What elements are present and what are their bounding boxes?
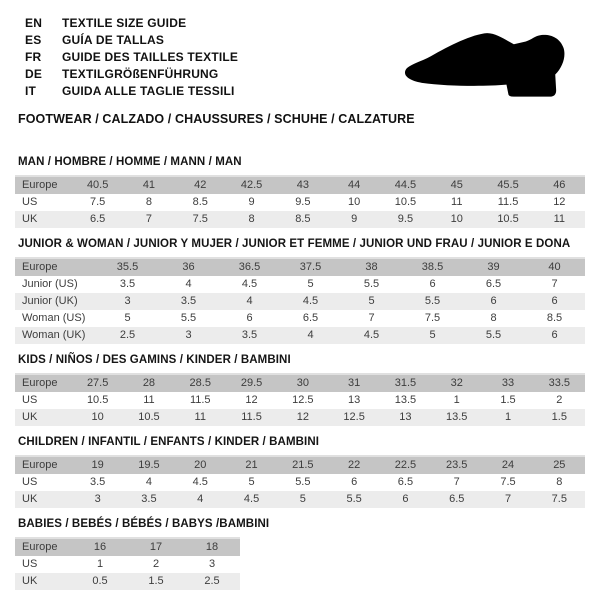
size-value: 6 xyxy=(351,476,358,488)
size-value: 2 xyxy=(556,394,563,406)
size-value: 5 xyxy=(307,278,314,290)
size-value: 5.5 xyxy=(485,329,502,341)
size-value: 1 xyxy=(96,558,104,570)
language-code: FR xyxy=(25,49,42,64)
size-table xyxy=(15,175,585,228)
size-value: 41 xyxy=(142,179,156,191)
size-value: 23.5 xyxy=(446,459,468,471)
row-label: US xyxy=(22,196,38,208)
size-value: 6.5 xyxy=(397,476,414,488)
size-value: 3.5 xyxy=(141,493,157,505)
size-value: 8 xyxy=(248,213,255,225)
size-value: 10.5 xyxy=(394,196,417,208)
section-title: BABIES / BEBÉS / BÉBÉS / BABYS /BAMBINI xyxy=(18,518,270,530)
size-value: 1 xyxy=(504,411,512,423)
size-value: 5.5 xyxy=(363,278,380,290)
table-row xyxy=(15,310,585,327)
size-value: 10.5 xyxy=(497,213,519,225)
size-value: 9.5 xyxy=(295,196,311,208)
size-value: 1.5 xyxy=(148,575,164,587)
size-value: 2.5 xyxy=(204,575,220,587)
table-row xyxy=(15,375,585,392)
size-value: 28 xyxy=(142,377,156,389)
size-value: 8.5 xyxy=(546,312,563,324)
size-value: 42 xyxy=(194,179,207,191)
size-value: 5 xyxy=(248,476,255,488)
size-value: 11 xyxy=(553,213,566,225)
size-value: 31 xyxy=(348,377,361,389)
size-value: 4 xyxy=(246,295,253,307)
size-tables-container xyxy=(0,156,600,590)
size-value: 24 xyxy=(501,459,515,471)
table-row xyxy=(15,211,585,228)
size-value: 29.5 xyxy=(240,377,263,389)
size-value: 13 xyxy=(399,411,412,423)
size-value: 11 xyxy=(143,394,155,406)
size-value: 4 xyxy=(307,329,314,341)
section-title: KIDS / NIÑOS / DES GAMINS / KINDER / BAMBINI xyxy=(18,354,291,366)
table-row xyxy=(15,194,585,211)
size-value: 13.5 xyxy=(446,411,468,423)
table-row xyxy=(15,539,240,556)
section-title: CHILDREN / INFANTIL / ENFANTS / KINDER / BAMBINI xyxy=(18,436,320,448)
table-row xyxy=(15,177,585,194)
size-value: 9 xyxy=(248,196,255,208)
size-value: 11.5 xyxy=(189,394,211,406)
size-table xyxy=(15,455,585,508)
language-title: TEXTILE SIZE GUIDE xyxy=(62,15,187,30)
size-value: 3 xyxy=(208,558,216,570)
size-value: 39 xyxy=(487,261,500,273)
size-value: 2.5 xyxy=(119,329,136,341)
size-value: 5.5 xyxy=(295,476,311,488)
size-value: 9.5 xyxy=(397,213,414,225)
size-value: 40 xyxy=(548,261,561,273)
size-value: 3 xyxy=(124,295,131,307)
language-code: EN xyxy=(25,15,43,30)
size-table xyxy=(15,537,240,590)
row-label: Europe xyxy=(22,459,58,471)
table-row xyxy=(15,491,585,508)
size-value: 45 xyxy=(450,179,463,191)
row-label: UK xyxy=(22,493,38,505)
size-value: 38.5 xyxy=(421,261,444,273)
row-label: US xyxy=(22,394,38,406)
size-value: 7.5 xyxy=(90,196,106,208)
size-value: 12 xyxy=(296,411,309,423)
size-value: 5.5 xyxy=(180,312,197,324)
table-row xyxy=(15,457,585,474)
size-value: 5 xyxy=(124,312,131,324)
size-value: 9 xyxy=(351,213,358,225)
size-value: 19 xyxy=(91,459,104,471)
size-table xyxy=(15,257,585,344)
size-value: 3.5 xyxy=(180,295,197,307)
language-title: TEXTILGRÖßENFÜHRUNG xyxy=(62,66,219,81)
size-value: 35.5 xyxy=(116,261,139,273)
size-value: 1 xyxy=(453,394,460,406)
size-value: 21.5 xyxy=(292,459,314,471)
size-value: 18 xyxy=(205,541,219,553)
row-label: Europe xyxy=(22,179,58,191)
row-label: Woman (UK) xyxy=(22,329,86,341)
row-label: UK xyxy=(22,575,38,587)
size-value: 6 xyxy=(429,278,436,290)
size-value: 19.5 xyxy=(138,459,160,471)
size-value: 13.5 xyxy=(394,394,417,406)
size-value: 28.5 xyxy=(189,377,211,389)
language-code: DE xyxy=(25,66,43,81)
language-code: IT xyxy=(25,83,37,98)
size-value: 27.5 xyxy=(86,377,109,389)
table-row xyxy=(15,474,585,491)
size-value: 12 xyxy=(245,394,258,406)
size-value: 10.5 xyxy=(138,411,160,423)
table-row xyxy=(15,259,585,276)
size-value: 38 xyxy=(365,261,378,273)
size-value: 10.5 xyxy=(86,394,109,406)
size-value: 6 xyxy=(490,295,497,307)
shoe-icon xyxy=(391,12,587,104)
size-value: 7.5 xyxy=(551,493,567,505)
size-table xyxy=(15,373,585,426)
size-value: 5 xyxy=(429,329,436,341)
size-value: 40.5 xyxy=(86,179,109,191)
size-value: 6 xyxy=(402,493,409,505)
size-value: 33.5 xyxy=(548,377,571,389)
size-value: 7 xyxy=(453,476,460,488)
language-code: ES xyxy=(25,32,42,47)
size-value: 3.5 xyxy=(241,329,258,341)
row-label: Woman (US) xyxy=(22,312,86,324)
table-row xyxy=(15,327,585,344)
size-value: 11.5 xyxy=(241,411,262,423)
size-value: 44 xyxy=(348,179,361,191)
size-value: 44.5 xyxy=(394,179,417,191)
size-value: 11 xyxy=(451,196,463,208)
size-value: 37.5 xyxy=(299,261,322,273)
size-value: 12.5 xyxy=(292,394,314,406)
size-value: 1.5 xyxy=(500,394,516,406)
size-value: 6.5 xyxy=(485,278,502,290)
size-value: 3 xyxy=(185,329,192,341)
size-value: 31.5 xyxy=(394,377,417,389)
size-value: 10 xyxy=(450,213,463,225)
size-value: 4 xyxy=(145,476,152,488)
size-value: 4 xyxy=(185,278,192,290)
table-row xyxy=(15,276,585,293)
size-value: 45.5 xyxy=(497,179,519,191)
size-value: 33 xyxy=(501,377,515,389)
size-value: 46 xyxy=(553,179,566,191)
row-label: UK xyxy=(22,411,38,423)
size-value: 6 xyxy=(551,329,558,341)
size-value: 25 xyxy=(553,459,566,471)
size-value: 0.5 xyxy=(92,575,108,587)
table-row xyxy=(15,556,240,573)
size-value: 10 xyxy=(91,411,104,423)
size-value: 6.5 xyxy=(449,493,465,505)
size-value: 1.5 xyxy=(551,411,567,423)
size-value: 32 xyxy=(450,377,463,389)
section-title: MAN / HOMBRE / HOMME / MANN / MAN xyxy=(18,156,242,168)
size-value: 17 xyxy=(149,541,163,553)
size-value: 7.5 xyxy=(424,312,441,324)
table-row xyxy=(15,293,585,310)
row-label: Junior (UK) xyxy=(22,295,78,307)
size-value: 21 xyxy=(245,459,258,471)
size-value: 8 xyxy=(490,312,497,324)
size-value: 16 xyxy=(93,541,107,553)
size-value: 5 xyxy=(299,493,306,505)
size-table-section xyxy=(15,436,585,508)
size-value: 7 xyxy=(504,493,512,505)
size-value: 43 xyxy=(296,179,309,191)
size-value: 5 xyxy=(368,295,375,307)
size-value: 42.5 xyxy=(240,179,263,191)
size-value: 2 xyxy=(152,558,160,570)
row-label: UK xyxy=(22,213,38,225)
size-table-section xyxy=(15,518,585,590)
size-value: 36.5 xyxy=(238,261,261,273)
size-value: 3.5 xyxy=(90,476,106,488)
size-value: 11 xyxy=(194,411,206,423)
size-table-section xyxy=(15,354,585,426)
size-value: 22 xyxy=(348,459,361,471)
size-value: 11.5 xyxy=(497,196,519,208)
size-value: 10 xyxy=(348,196,361,208)
size-value: 12.5 xyxy=(343,411,365,423)
row-label: Europe xyxy=(22,261,58,273)
size-value: 7.5 xyxy=(192,213,208,225)
language-title: GUIDE DES TAILLES TEXTILE xyxy=(62,49,239,64)
size-value: 4.5 xyxy=(192,476,208,488)
size-value: 5.5 xyxy=(346,493,362,505)
row-label: US xyxy=(22,558,38,570)
size-value: 7 xyxy=(145,213,152,225)
size-value: 6 xyxy=(551,295,558,307)
size-value: 4.5 xyxy=(363,329,380,341)
size-value: 4.5 xyxy=(302,295,319,307)
size-value: 7 xyxy=(368,312,375,324)
size-value: 13 xyxy=(348,394,361,406)
size-table-section xyxy=(15,156,585,228)
size-value: 6.5 xyxy=(90,213,106,225)
section-title: JUNIOR & WOMAN / JUNIOR Y MUJER / JUNIOR ET FEMME / JUNIOR UND FRAU / JUNIOR E DONA xyxy=(18,238,571,250)
size-value: 5.5 xyxy=(424,295,441,307)
row-label: Europe xyxy=(22,377,58,389)
size-value: 8.5 xyxy=(192,196,208,208)
table-row xyxy=(15,392,585,409)
size-table-section xyxy=(15,238,585,344)
size-value: 7 xyxy=(551,278,558,290)
size-value: 7.5 xyxy=(500,476,516,488)
row-label: US xyxy=(22,476,38,488)
table-row xyxy=(15,573,240,590)
size-value: 4 xyxy=(197,493,204,505)
size-value: 8 xyxy=(145,196,152,208)
category-heading: FOOTWEAR / CALZADO / CHAUSSURES / SCHUHE / CALZATURE xyxy=(18,112,415,126)
row-label: Junior (US) xyxy=(22,278,78,290)
size-value: 6.5 xyxy=(302,312,319,324)
size-value: 12 xyxy=(553,196,566,208)
size-value: 36 xyxy=(182,261,195,273)
language-title: GUÍA DE TALLAS xyxy=(62,32,165,47)
size-value: 6 xyxy=(246,312,253,324)
size-value: 30 xyxy=(296,377,309,389)
size-value: 3 xyxy=(94,493,101,505)
size-value: 22.5 xyxy=(394,459,417,471)
size-value: 8.5 xyxy=(295,213,311,225)
table-row xyxy=(15,409,585,426)
size-value: 3.5 xyxy=(119,278,136,290)
guide-header xyxy=(0,0,600,126)
size-value: 8 xyxy=(556,476,563,488)
size-value: 20 xyxy=(194,459,207,471)
row-label: Europe xyxy=(22,541,58,553)
language-title: GUIDA ALLE TAGLIE TESSILI xyxy=(62,83,235,98)
size-value: 4.5 xyxy=(241,278,258,290)
size-value: 4.5 xyxy=(243,493,260,505)
